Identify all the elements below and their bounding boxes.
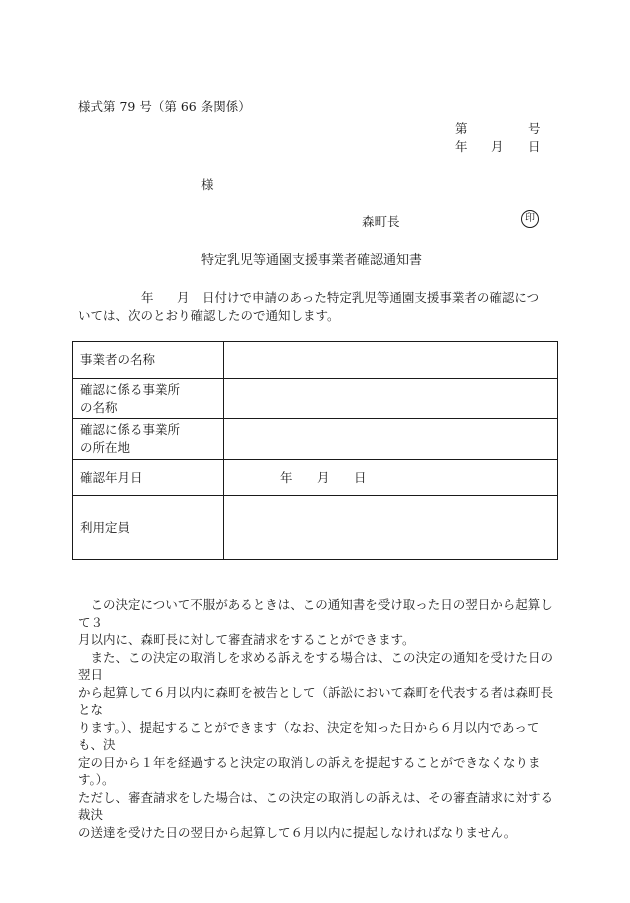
appeal-notice [78,596,558,841]
label-capacity: 利用定員 [73,496,224,560]
issue-date-year: 年 [455,139,468,154]
notice-line: この決定について不服があるときは、この通知書を受け取った日の翌日から起算して３ [78,597,553,630]
intro-month: 月 [177,290,190,305]
confirmation-table [72,341,558,560]
label-facility-name: 確認に係る事業所 の名称 [73,379,224,419]
notice-line: から起算して６月以内に森町を被告として（訴訟において森町を代表する者は森町長とな [78,684,554,717]
notice-line: ります。）、提起することができます（なお、決定を知った日から６月以内であっても、決 [78,719,540,752]
issue-date-month: 月 [491,139,504,154]
label-facility-address: 確認に係る事業所 の所在地 [73,419,224,460]
document-title: 特定乳児等通園支援事業者確認通知書 [201,253,423,268]
notice-line: の送達を受けた日の翌日から起算して６月以内に提起しなければなりません。 [78,824,517,840]
table-row [73,379,558,419]
document-number-suffix: 号 [528,121,541,136]
table-row [73,342,558,379]
value-confirmation-date [224,460,558,496]
intro-line-2: いては、次のとおり確認したので通知します。 [78,308,340,323]
table-row [73,496,558,560]
table-row [73,460,558,496]
intro-line-1-rest: 日付けで申請のあった特定乳児等通園支援事業者の確認につ [202,290,540,305]
value-business-name [224,342,558,379]
intro-year: 年 [141,290,154,305]
notice-line: 月以内に、森町長に対して審査請求をすることができます。 [78,632,415,647]
form-number: 様式第 79 号（第 66 条関係） [78,99,251,114]
label-confirmation-date: 確認年月日 [73,460,224,496]
sender-name: 森町長 [362,214,400,229]
label-business-name: 事業者の名称 [73,342,224,379]
value-facility-name [224,379,558,419]
issue-date-day: 日 [528,139,541,154]
addressee-suffix: 様 [201,177,214,192]
value-capacity [224,496,558,560]
confirmation-year: 年 [280,470,293,485]
notice-line: ただし、審査請求をした場合は、この決定の取消しの訴えは、その審査請求に対する裁決 [78,789,554,822]
document-number-prefix: 第 [455,121,468,136]
notice-line: また、この決定の取消しを求める訴えをする場合は、この決定の通知を受けた日の翌日 [78,649,554,682]
table-row [73,419,558,460]
notice-line: 定の日から１年を経過すると決定の取消しの訴えを提起することができなくなります。）。 [78,754,541,787]
confirmation-day: 日 [354,470,367,485]
seal-mark-icon: 印 [521,210,539,228]
confirmation-month: 月 [317,470,330,485]
value-facility-address [224,419,558,460]
